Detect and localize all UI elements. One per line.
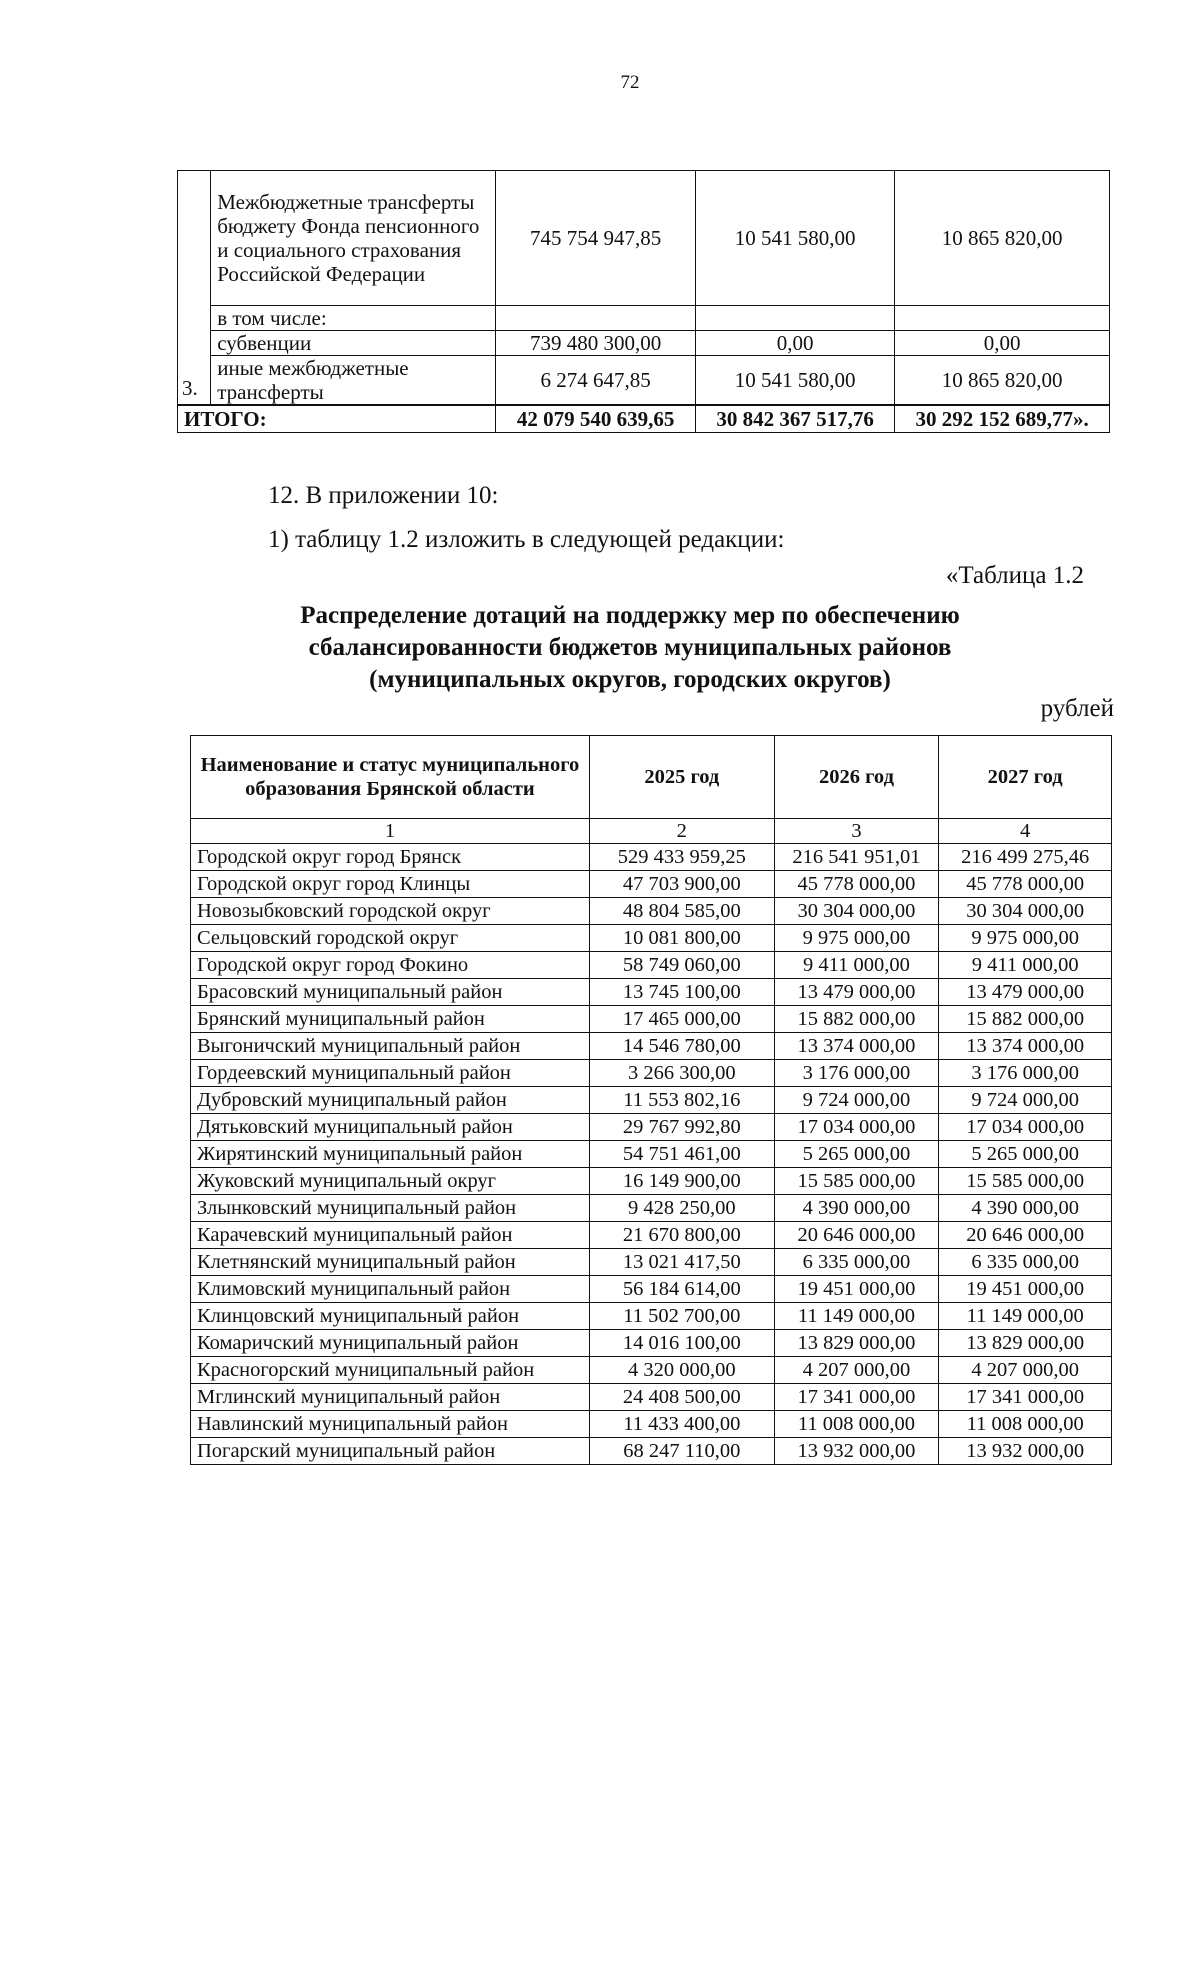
table-row xyxy=(191,1438,1112,1465)
title-line: (муниципальных округов, городских округов) xyxy=(369,666,891,693)
row-label: иные межбюджетные трансферты xyxy=(211,356,496,406)
value-2025: 13 021 417,50 xyxy=(589,1249,774,1276)
table-row xyxy=(191,1303,1112,1330)
value-2025: 11 433 400,00 xyxy=(589,1411,774,1438)
value-2026: 10 541 580,00 xyxy=(695,356,894,406)
value-2026: 4 390 000,00 xyxy=(774,1195,939,1222)
value-2026: 15 882 000,00 xyxy=(774,1006,939,1033)
table-row xyxy=(191,1168,1112,1195)
value-2027: 15 585 000,00 xyxy=(939,1168,1112,1195)
value-2026: 3 176 000,00 xyxy=(774,1060,939,1087)
value-2026: 13 932 000,00 xyxy=(774,1438,939,1465)
municipality-name: Злынковский муниципальный район xyxy=(191,1195,590,1222)
municipality-name: Клинцовский муниципальный район xyxy=(191,1303,590,1330)
table-row xyxy=(191,1033,1112,1060)
table-row xyxy=(191,871,1112,898)
value-2026: 6 335 000,00 xyxy=(774,1249,939,1276)
value-2026: 0,00 xyxy=(695,331,894,356)
value-2025: 6 274 647,85 xyxy=(496,356,695,406)
column-number: 1 xyxy=(191,819,590,844)
value-2026: 9 411 000,00 xyxy=(774,952,939,979)
column-number: 4 xyxy=(939,819,1112,844)
value-2025: 29 767 992,80 xyxy=(589,1114,774,1141)
value-2025: 48 804 585,00 xyxy=(589,898,774,925)
total-2025: 42 079 540 639,65 xyxy=(496,405,695,433)
table-row xyxy=(191,925,1112,952)
value-2025: 529 433 959,25 xyxy=(589,844,774,871)
value-2026: 30 304 000,00 xyxy=(774,898,939,925)
total-2026: 30 842 367 517,76 xyxy=(695,405,894,433)
value-2027: 9 975 000,00 xyxy=(939,925,1112,952)
table-row xyxy=(191,1276,1112,1303)
table-row xyxy=(178,331,1110,356)
row-number: 3. xyxy=(178,171,211,406)
value-2027: 17 034 000,00 xyxy=(939,1114,1112,1141)
value-2025: 9 428 250,00 xyxy=(589,1195,774,1222)
value-2025: 11 502 700,00 xyxy=(589,1303,774,1330)
municipality-name: Карачевский муниципальный район xyxy=(191,1222,590,1249)
table-row xyxy=(191,1222,1112,1249)
table-row xyxy=(191,1330,1112,1357)
value-2026: 4 207 000,00 xyxy=(774,1357,939,1384)
municipality-name: Красногорский муниципальный район xyxy=(191,1357,590,1384)
value-2027: 10 865 820,00 xyxy=(895,171,1110,306)
value-2027: 19 451 000,00 xyxy=(939,1276,1112,1303)
municipality-name: Гордеевский муниципальный район xyxy=(191,1060,590,1087)
table-row xyxy=(191,1195,1112,1222)
value-2026: 17 034 000,00 xyxy=(774,1114,939,1141)
table-row xyxy=(178,171,1110,306)
header-2026: 2026 год xyxy=(774,736,939,819)
title-line: сбалансированности бюджетов муниципальных районов xyxy=(308,634,952,661)
value-2027: 13 374 000,00 xyxy=(939,1033,1112,1060)
value-2027: 3 176 000,00 xyxy=(939,1060,1112,1087)
table-row xyxy=(191,1060,1112,1087)
value-2027: 4 390 000,00 xyxy=(939,1195,1112,1222)
subsidies-table xyxy=(190,735,1112,1465)
instruction: 1) таблицу 1.2 изложить в следующей редакции: xyxy=(268,526,785,553)
value-2027: 45 778 000,00 xyxy=(939,871,1112,898)
value-2025: 24 408 500,00 xyxy=(589,1384,774,1411)
total-row xyxy=(178,405,1110,433)
table-row xyxy=(191,1141,1112,1168)
value-2026: 45 778 000,00 xyxy=(774,871,939,898)
value-2025: 54 751 461,00 xyxy=(589,1141,774,1168)
value-2026: 216 541 951,01 xyxy=(774,844,939,871)
value-2025: 17 465 000,00 xyxy=(589,1006,774,1033)
table-row xyxy=(191,1114,1112,1141)
value-2026: 13 479 000,00 xyxy=(774,979,939,1006)
title-line: Распределение дотаций на поддержку мер по обеспечению xyxy=(300,602,960,629)
municipality-name: Брасовский муниципальный район xyxy=(191,979,590,1006)
value-2025: 14 016 100,00 xyxy=(589,1330,774,1357)
header-2025: 2025 год xyxy=(589,736,774,819)
value-2026: 11 008 000,00 xyxy=(774,1411,939,1438)
value-2025: 3 266 300,00 xyxy=(589,1060,774,1087)
value-2026: 5 265 000,00 xyxy=(774,1141,939,1168)
value-2025: 16 149 900,00 xyxy=(589,1168,774,1195)
value-2027: 11 149 000,00 xyxy=(939,1303,1112,1330)
table-row xyxy=(191,1357,1112,1384)
header-2027: 2027 год xyxy=(939,736,1112,819)
value-2026: 13 829 000,00 xyxy=(774,1330,939,1357)
value-2026: 9 724 000,00 xyxy=(774,1087,939,1114)
value-2027: 5 265 000,00 xyxy=(939,1141,1112,1168)
table-row xyxy=(191,1411,1112,1438)
page-number: 72 xyxy=(620,72,640,93)
municipality-name: Городской округ город Фокино xyxy=(191,952,590,979)
total-2027: 30 292 152 689,77». xyxy=(895,405,1110,433)
value-2025: 47 703 900,00 xyxy=(589,871,774,898)
municipality-name: Городской округ город Брянск xyxy=(191,844,590,871)
column-number: 2 xyxy=(589,819,774,844)
value-2026: 17 341 000,00 xyxy=(774,1384,939,1411)
table-row xyxy=(191,1384,1112,1411)
value-2025: 21 670 800,00 xyxy=(589,1222,774,1249)
value-2025: 739 480 300,00 xyxy=(496,331,695,356)
table-row xyxy=(191,1087,1112,1114)
municipality-name: Комаричский муниципальный район xyxy=(191,1330,590,1357)
value-2026: 15 585 000,00 xyxy=(774,1168,939,1195)
table-row xyxy=(178,356,1110,406)
header-row xyxy=(191,736,1112,819)
column-number: 3 xyxy=(774,819,939,844)
table-row xyxy=(191,979,1112,1006)
value-2025: 745 754 947,85 xyxy=(496,171,695,306)
value-2026: 9 975 000,00 xyxy=(774,925,939,952)
column-number-row xyxy=(191,819,1112,844)
value-2025: 4 320 000,00 xyxy=(589,1357,774,1384)
municipality-name: Брянский муниципальный район xyxy=(191,1006,590,1033)
total-label: ИТОГО: xyxy=(178,405,496,433)
value-2027: 6 335 000,00 xyxy=(939,1249,1112,1276)
table-row xyxy=(191,952,1112,979)
value-2027: 15 882 000,00 xyxy=(939,1006,1112,1033)
municipality-name: Погарский муниципальный район xyxy=(191,1438,590,1465)
value-2026: 19 451 000,00 xyxy=(774,1276,939,1303)
municipality-name: Дятьковский муниципальный район xyxy=(191,1114,590,1141)
row-label: Межбюджетные трансферты бюджету Фонда пенсионного и социального страхования Российской Федерации xyxy=(211,171,496,306)
value-2025: 68 247 110,00 xyxy=(589,1438,774,1465)
row-label: субвенции xyxy=(211,331,496,356)
value-2027: 17 341 000,00 xyxy=(939,1384,1112,1411)
table-body xyxy=(191,844,1112,1465)
value-2025: 11 553 802,16 xyxy=(589,1087,774,1114)
value-2027: 30 304 000,00 xyxy=(939,898,1112,925)
municipality-name: Городской округ город Клинцы xyxy=(191,871,590,898)
municipality-name: Навлинский муниципальный район xyxy=(191,1411,590,1438)
municipality-name: Выгоничский муниципальный район xyxy=(191,1033,590,1060)
value-2026: 13 374 000,00 xyxy=(774,1033,939,1060)
value-2025: 14 546 780,00 xyxy=(589,1033,774,1060)
value-2026: 20 646 000,00 xyxy=(774,1222,939,1249)
value-2025: 58 749 060,00 xyxy=(589,952,774,979)
municipality-name: Климовский муниципальный район xyxy=(191,1276,590,1303)
table-row xyxy=(191,1006,1112,1033)
municipality-name: Жирятинский муниципальный район xyxy=(191,1141,590,1168)
value-2027: 10 865 820,00 xyxy=(895,356,1110,406)
value-2027: 9 411 000,00 xyxy=(939,952,1112,979)
table-row xyxy=(191,1249,1112,1276)
municipality-name: Сельцовский городской округ xyxy=(191,925,590,952)
table-row xyxy=(191,898,1112,925)
table-title xyxy=(240,600,1020,696)
value-2025: 10 081 800,00 xyxy=(589,925,774,952)
municipality-name: Клетнянский муниципальный район xyxy=(191,1249,590,1276)
value-2027: 4 207 000,00 xyxy=(939,1357,1112,1384)
municipality-name: Жуковский муниципальный округ xyxy=(191,1168,590,1195)
value-2027: 20 646 000,00 xyxy=(939,1222,1112,1249)
value-2027: 13 479 000,00 xyxy=(939,979,1112,1006)
table-row xyxy=(178,306,1110,331)
table-caption: «Таблица 1.2 xyxy=(945,562,1084,589)
including-label: в том числе: xyxy=(211,306,496,331)
value-2027: 13 932 000,00 xyxy=(939,1438,1112,1465)
value-2027: 216 499 275,46 xyxy=(939,844,1112,871)
municipality-name: Дубровский муниципальный район xyxy=(191,1087,590,1114)
value-2025: 56 184 614,00 xyxy=(589,1276,774,1303)
municipality-name: Новозыбковский городской округ xyxy=(191,898,590,925)
value-2026: 11 149 000,00 xyxy=(774,1303,939,1330)
transfers-table xyxy=(177,170,1110,433)
value-2026: 10 541 580,00 xyxy=(695,171,894,306)
value-2027: 11 008 000,00 xyxy=(939,1411,1112,1438)
value-2027: 0,00 xyxy=(895,331,1110,356)
units-label: рублей xyxy=(1040,695,1114,722)
value-2025: 13 745 100,00 xyxy=(589,979,774,1006)
section-heading: 12. В приложении 10: xyxy=(268,482,499,509)
value-2027: 13 829 000,00 xyxy=(939,1330,1112,1357)
header-name: Наименование и статус муниципального образования Брянской области xyxy=(191,736,590,819)
value-2027: 9 724 000,00 xyxy=(939,1087,1112,1114)
table-row xyxy=(191,844,1112,871)
municipality-name: Мглинский муниципальный район xyxy=(191,1384,590,1411)
